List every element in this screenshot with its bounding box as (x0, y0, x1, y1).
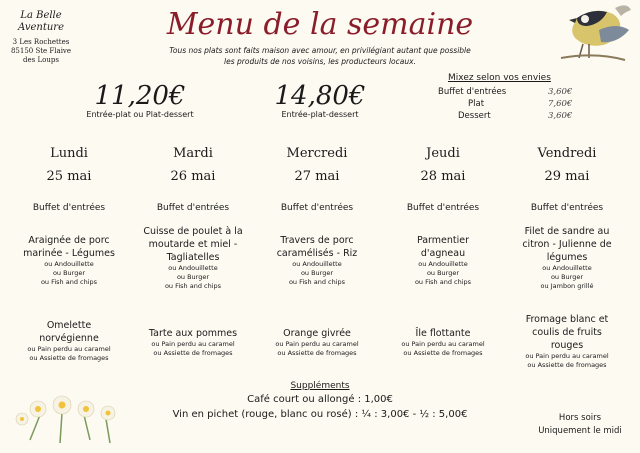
dessert-dish: Orange givrée (283, 328, 351, 339)
dessert (258, 327, 376, 358)
main-alt: ou Andouillette (168, 264, 218, 272)
hours-line: Uniquement le midi (538, 426, 622, 436)
mix-price: 7,60€ (548, 99, 573, 109)
main-alt: ou Burger (300, 269, 334, 277)
main-course (508, 225, 626, 291)
mix-price: 3,60€ (548, 111, 573, 121)
formula-price: 11,20€ (94, 81, 186, 111)
dessert (10, 319, 128, 363)
main-course (384, 234, 502, 287)
mix-price: 3,60€ (548, 87, 573, 97)
dessert (384, 327, 502, 358)
formula-desc: Entrée-plat-dessert (281, 110, 359, 119)
formula-2 (255, 82, 385, 120)
dessert-alt: ou Assiette de fromages (527, 361, 607, 369)
starter-label: Buffet d'entrées (156, 203, 230, 213)
starter (384, 203, 502, 214)
day-column-tuesday (134, 145, 252, 357)
daffodil-illustration (10, 385, 130, 445)
main-dish: Cuisse de poulet à la moutarde et miel - Tagliatelles (143, 226, 243, 263)
menu-intro (120, 45, 520, 67)
day-column-friday (508, 145, 626, 369)
hours-line: Hors soirs (558, 413, 602, 423)
brand-name-line2: Aventure (18, 22, 64, 33)
starter (134, 203, 252, 214)
brand-name-line1: La Belle (20, 10, 62, 21)
day-name: Mardi (173, 146, 213, 161)
starter (10, 203, 128, 214)
address-line: des Loups (23, 56, 59, 64)
dessert (508, 313, 626, 370)
mix-row (438, 110, 598, 122)
starter-label: Buffet d'entrées (32, 203, 106, 213)
day-header (258, 145, 376, 185)
mix-row (438, 86, 598, 98)
supplement-line: Café court ou allongé : 1,00€ (247, 394, 393, 405)
address-line: 3 Les Rochettes (12, 38, 70, 46)
main-alt: ou Burger (426, 269, 460, 277)
day-date: 25 mai (46, 169, 92, 184)
main-alt: ou Fish and chips (164, 282, 222, 290)
day-date: 26 mai (170, 169, 216, 184)
brand-address (6, 38, 76, 65)
starter (508, 203, 626, 214)
day-date: 28 mai (420, 169, 466, 184)
day-header (134, 145, 252, 185)
main-alt: ou Burger (52, 269, 86, 277)
supplements (150, 380, 490, 422)
main-dish: Travers de porc caramélisés - Riz (276, 235, 358, 259)
main-alt: ou Burger (550, 273, 584, 281)
supplement-line: Vin en pichet (rouge, blanc ou rosé) : ¼ : 3,00€ - ½ : 5,00€ (172, 409, 468, 420)
dessert-dish: Omelette norvégienne (39, 320, 99, 344)
formula-1 (75, 82, 205, 120)
starter-label: Buffet d'entrées (280, 203, 354, 213)
intro-line: Tous nos plats sont faits maison avec amour, en privilégiant autant que possible (169, 46, 471, 55)
day-header (508, 145, 626, 185)
dessert-alt: ou Assiette de fromages (403, 349, 483, 357)
starter (258, 203, 376, 214)
main-alt: ou Fish and chips (414, 278, 472, 286)
main-dish: Filet de sandre au citron - Julienne de légumes (522, 226, 612, 263)
supplements-title: Suppléments (290, 381, 350, 391)
restaurant-brand (6, 10, 76, 65)
day-header (384, 145, 502, 185)
dessert-alt: ou Pain perdu au caramel (151, 340, 235, 348)
dessert-dish: Fromage blanc et coulis de fruits rouges (525, 314, 609, 351)
dessert-alt: ou Assiette de fromages (29, 354, 109, 362)
day-column-thursday (384, 145, 502, 357)
dessert-dish: Tarte aux pommes (148, 328, 238, 339)
opening-hours (520, 412, 640, 438)
starter-label: Buffet d'entrées (530, 203, 604, 213)
dessert-alt: ou Pain perdu au caramel (401, 340, 485, 348)
main-course (258, 234, 376, 287)
day-name: Mercredi (286, 146, 348, 161)
dessert-alt: ou Pain perdu au caramel (275, 340, 359, 348)
main-alt: ou Andouillette (418, 260, 468, 268)
main-course (134, 225, 252, 291)
main-alt: ou Andouillette (542, 264, 592, 272)
day-column-wednesday (258, 145, 376, 357)
menu-title: Menu de la semaine (166, 7, 474, 42)
dessert-alt: ou Assiette de fromages (277, 349, 357, 357)
main-dish: Parmentier d'agneau (416, 235, 470, 259)
main-alt: ou Fish and chips (288, 278, 346, 286)
intro-line: les produits de nos voisins, les producteurs locaux. (224, 57, 416, 66)
mix-label: Plat (468, 99, 485, 109)
dessert-alt: ou Pain perdu au caramel (27, 345, 111, 353)
day-name: Vendredi (537, 146, 597, 161)
main-alt: ou Andouillette (44, 260, 94, 268)
day-header (10, 145, 128, 185)
main-dish: Araignée de porc marinée - Légumes (23, 235, 115, 259)
day-date: 29 mai (544, 169, 590, 184)
mix-title: Mixez selon vos envies (448, 73, 551, 83)
day-name: Lundi (50, 146, 88, 161)
main-alt: ou Andouillette (292, 260, 342, 268)
day-date: 27 mai (294, 169, 340, 184)
main-course (10, 234, 128, 287)
formula-price: 14,80€ (274, 81, 366, 111)
main-alt: ou Jambon grillé (540, 282, 594, 290)
formula-desc: Entrée-plat ou Plat-dessert (86, 110, 194, 119)
dessert-alt: ou Assiette de fromages (153, 349, 233, 357)
mix-label: Dessert (458, 111, 491, 121)
address-line: 85150 Ste Flaive (10, 47, 72, 55)
starter-label: Buffet d'entrées (406, 203, 480, 213)
main-alt: ou Fish and chips (40, 278, 98, 286)
day-column-monday (10, 145, 128, 362)
day-name: Jeudi (426, 146, 460, 161)
main-alt: ou Burger (176, 273, 210, 281)
mix-row (438, 98, 598, 110)
bird-illustration (555, 0, 633, 68)
dessert (134, 327, 252, 358)
dessert-dish: Île flottante (415, 328, 471, 339)
mix-label: Buffet d'entrées (438, 87, 507, 97)
dessert-alt: ou Pain perdu au caramel (525, 352, 609, 360)
